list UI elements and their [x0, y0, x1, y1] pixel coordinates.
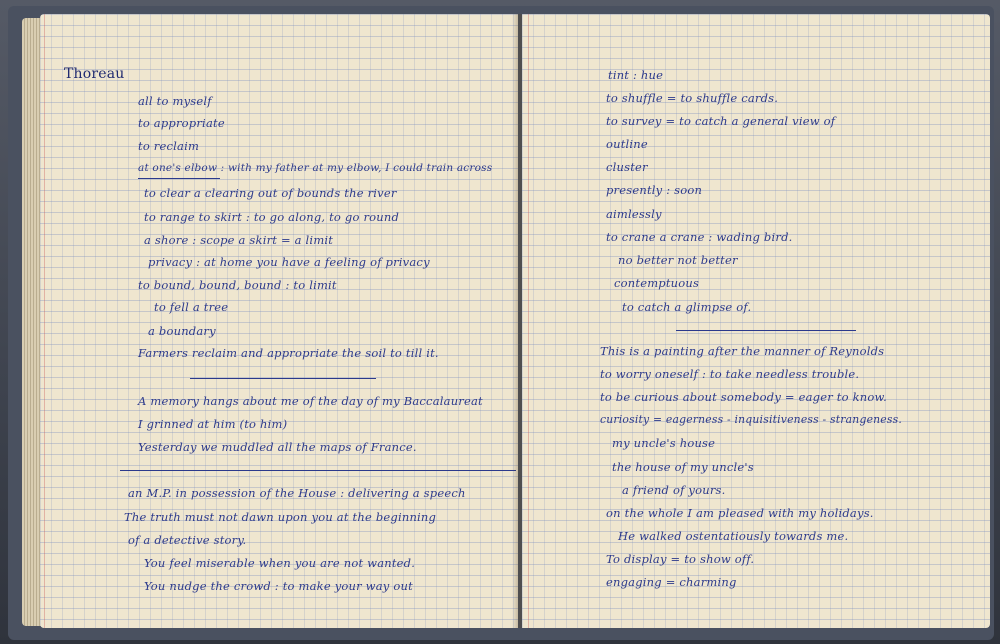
- note-line: Farmers reclaim and appropriate the soil to till it.: [138, 346, 439, 360]
- note-line: To display = to show off.: [606, 552, 755, 566]
- section-divider: [120, 470, 516, 471]
- note-line: a shore : scope a skirt = a limit: [144, 233, 334, 247]
- note-line: at one's elbow : with my father at my elbow, I could train across: [138, 162, 493, 174]
- note-line: You nudge the crowd : to make your way out: [144, 579, 413, 593]
- note-line: to catch a glimpse of.: [622, 300, 752, 314]
- note-line: to clear a clearing out of bounds the river: [144, 186, 397, 200]
- note-line: my uncle's house: [612, 436, 716, 450]
- margin-line: [44, 14, 45, 628]
- note-line: on the whole I am pleased with my holidays.: [606, 506, 874, 520]
- note-line: engaging = charming: [606, 575, 737, 589]
- note-line: to appropriate: [138, 116, 225, 130]
- note-line: Yesterday we muddled all the maps of France.: [138, 440, 417, 454]
- note-line: I grinned at him (to him): [138, 417, 288, 431]
- note-line: to fell a tree: [154, 300, 229, 314]
- section-divider: [190, 378, 376, 379]
- note-line: to reclaim: [138, 139, 200, 153]
- note-line: presently : soon: [606, 183, 703, 197]
- note-line: A memory hangs about me of the day of my Baccalaureat: [138, 394, 483, 408]
- note-line: to survey = to catch a general view of: [606, 114, 836, 128]
- note-line: outline: [606, 137, 648, 151]
- note-line: to be curious about somebody = eager to know.: [600, 390, 887, 404]
- note-line: an M.P. in possession of the House : delivering a speech: [128, 486, 466, 500]
- note-line: to bound, bound, bound : to limit: [138, 278, 337, 292]
- underline: [138, 178, 220, 179]
- margin-line: [528, 14, 529, 628]
- note-line: no better not better: [618, 253, 738, 267]
- note-line: contemptuous: [614, 276, 700, 290]
- note-line: aimlessly: [606, 207, 662, 221]
- note-line: to crane a crane : wading bird.: [606, 230, 793, 244]
- note-line: to range to skirt : to go along, to go round: [144, 210, 400, 224]
- note-line: He walked ostentatiously towards me.: [618, 529, 849, 543]
- note-line: the house of my uncle's: [612, 460, 754, 474]
- note-line: You feel miserable when you are not wanted.: [144, 556, 416, 570]
- right-page: [522, 14, 990, 628]
- section-divider: [676, 330, 856, 331]
- note-line: to shuffle = to shuffle cards.: [606, 91, 779, 105]
- note-line: tint : hue: [608, 68, 664, 82]
- note-line: all to myself: [138, 94, 212, 108]
- note-line: to worry oneself : to take needless trouble.: [600, 367, 860, 381]
- left-page: [40, 14, 518, 628]
- note-line: of a detective story.: [128, 533, 247, 547]
- note-line: privacy : at home you have a feeling of privacy: [148, 255, 430, 269]
- note-line: The truth must not dawn upon you at the beginning: [124, 510, 437, 524]
- note-line: curiosity = eagerness - inquisitiveness - strangeness.: [600, 413, 903, 426]
- page-title: Thoreau: [64, 66, 125, 82]
- note-line: a friend of yours.: [622, 483, 726, 497]
- note-line: This is a painting after the manner of Reynolds: [600, 344, 885, 358]
- note-line: a boundary: [148, 324, 216, 338]
- note-line: cluster: [606, 160, 648, 174]
